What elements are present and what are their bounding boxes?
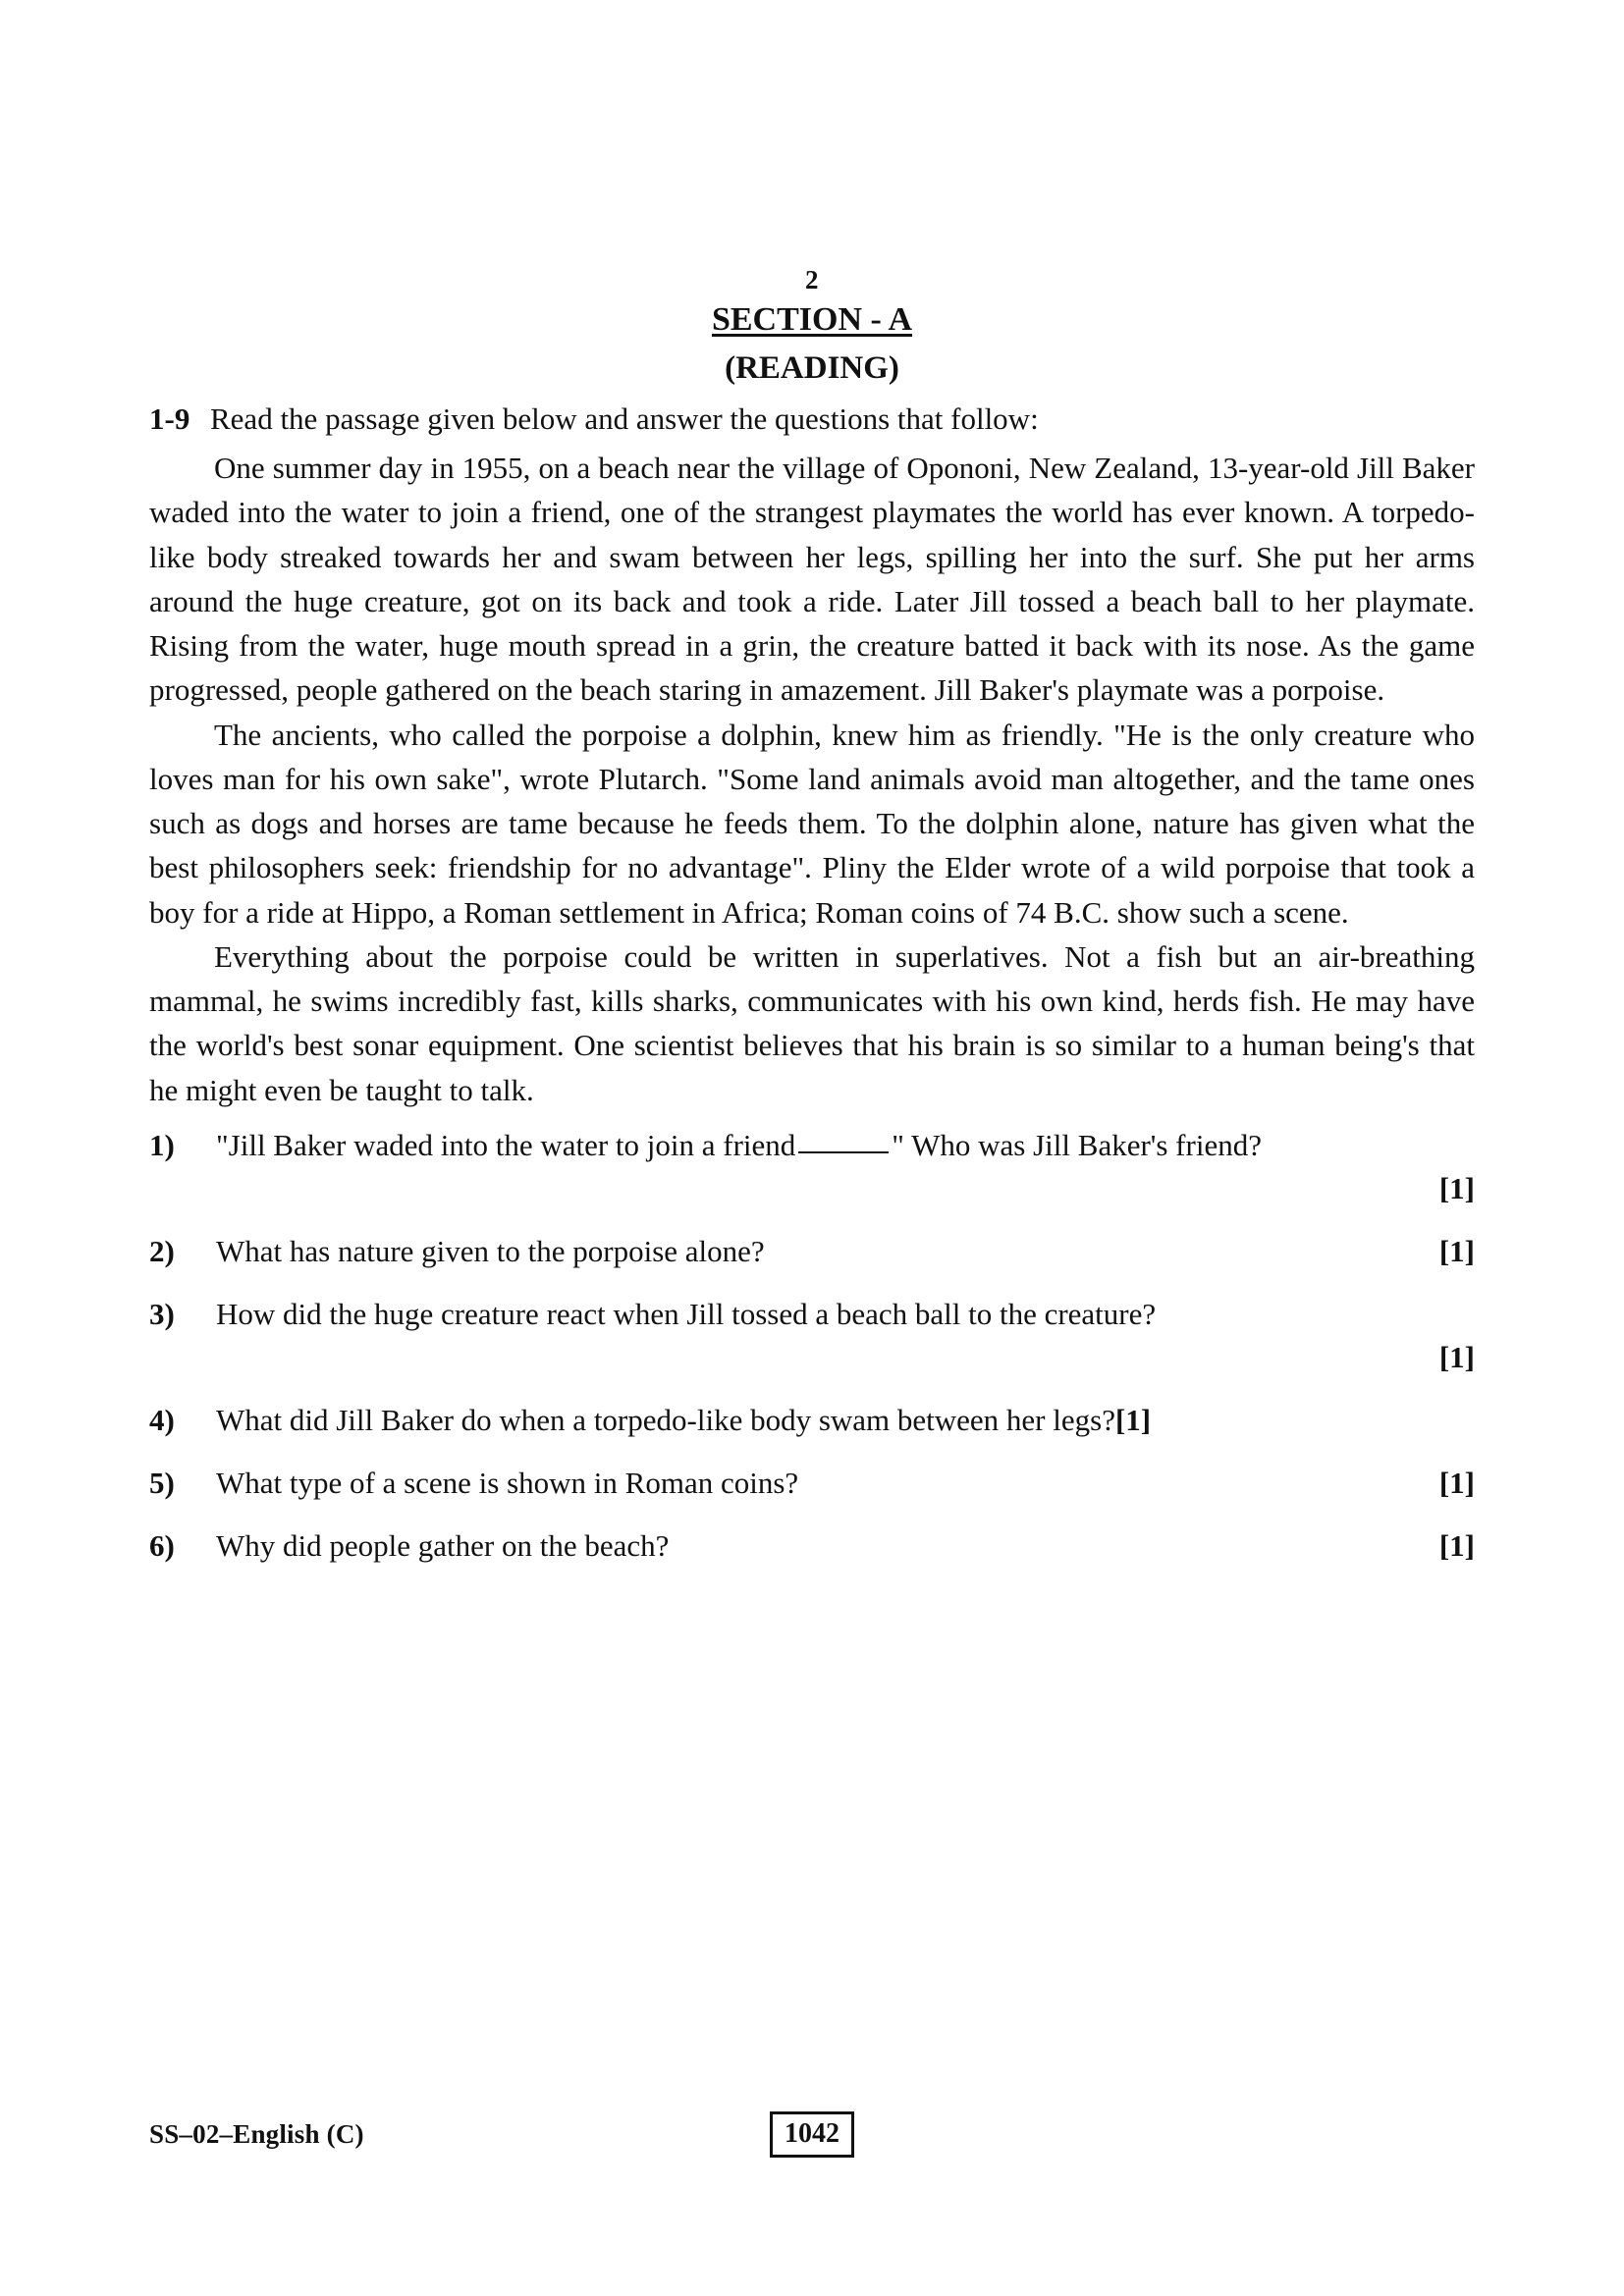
question-number: 3)	[149, 1297, 175, 1332]
section-title	[149, 299, 1475, 342]
question-number: 1)	[149, 1127, 175, 1162]
question-body	[216, 1524, 1475, 1568]
question-item	[149, 1124, 1475, 1210]
question-body	[216, 1293, 1475, 1379]
question-text: How did the huge creature react when Jill tossed a beach ball to the creature?	[216, 1297, 1157, 1332]
passage-paragraph: One summer day in 1955, on a beach near the village of Opononi, New Zealand, 13-year-old Jill Baker waded into the water to join a friend, one of the strangest playmates the world has ever known. A torpedo-like body streaked towards her and swam between her legs, spilling her into the surf. She put her arms around the huge creature, got on its back and took a ride. Later Jill tossed a beach ball to her playmate. Rising from the water, huge mouth spread in a grin, the creature batted it back with its nose. As the game progressed, people gathered on the beach staring in amazement. Jill Baker's playmate was a porpoise.	[149, 451, 1475, 708]
question-item	[149, 1462, 1475, 1505]
question-item	[149, 1230, 1475, 1273]
question-body	[216, 1124, 1475, 1210]
passage-paragraph: Everything about the porpoise could be written in superlatives. Not a fish but an air-breathing mammal, he swims incredibly fast, kills sharks, communicates with his own kind, herds fish. He may have the world's best sonar equipment. One scientist believes that his brain is so similar to a human being's that he might even be taught to talk.	[149, 938, 1475, 1107]
passage-paragraph: The ancients, who called the porpoise a dolphin, knew him as friendly. "He is the only creature who loves man for his own sake", wrote Plutarch. "Some land animals avoid man altogether, and the tame ones such as dogs and horses are tame because he feeds them. To the dolphin alone, nature has given what the best philosophers seek: friendship for no advantage". Pliny the Elder wrote of a wild porpoise that took a boy for a ride at Hippo, a Roman settlement in Africa; Roman coins of 74 B.C. show such a scene.	[149, 717, 1475, 930]
question-item	[149, 1399, 1475, 1442]
page-content	[149, 267, 1475, 1587]
question-text-before-blank: "Jill Baker waded into the water to join a friend	[216, 1127, 796, 1162]
instruction-number: 1-9	[149, 401, 190, 437]
instruction-row	[149, 399, 1475, 440]
question-number: 6)	[149, 1528, 175, 1564]
question-number: 2)	[149, 1234, 175, 1269]
answer-blank[interactable]	[798, 1151, 889, 1153]
question-marks: [1]	[1438, 1340, 1475, 1375]
reading-passage	[149, 446, 1475, 1112]
question-marks: [1]	[1438, 1234, 1475, 1269]
question-text: What type of a scene is shown in Roman coins?	[216, 1466, 799, 1501]
question-text: Why did people gather on the beach?	[216, 1528, 670, 1564]
paper-code: SS–02–English (C)	[149, 2119, 364, 2149]
question-item	[149, 1293, 1475, 1379]
question-text-after-blank: " Who was Jill Baker's friend?	[892, 1127, 1262, 1162]
question-body	[216, 1462, 1475, 1505]
section-title-text: SECTION - A	[711, 301, 913, 338]
question-item	[149, 1524, 1475, 1568]
question-marks: [1]	[1438, 1466, 1475, 1501]
page-footer	[149, 2111, 1475, 2166]
page-number: 2	[805, 265, 819, 294]
section-subtitle: (READING)	[725, 349, 899, 386]
question-number: 5)	[149, 1466, 175, 1501]
paper-number-box: 1042	[770, 2111, 854, 2158]
instruction-text: Read the passage given below and answer the questions that follow:	[210, 401, 1039, 437]
question-body	[216, 1399, 1475, 1442]
question-number: 4)	[149, 1403, 175, 1438]
question-marks: [1]	[1438, 1528, 1475, 1564]
questions-list	[149, 1124, 1475, 1568]
question-text: What has nature given to the porpoise alone?	[216, 1234, 765, 1269]
question-body	[216, 1230, 1475, 1273]
question-text: What did Jill Baker do when a torpedo-like body swam between her legs?	[216, 1403, 1115, 1438]
question-marks: [1]	[1438, 1171, 1475, 1205]
question-marks: [1]	[1114, 1403, 1152, 1438]
